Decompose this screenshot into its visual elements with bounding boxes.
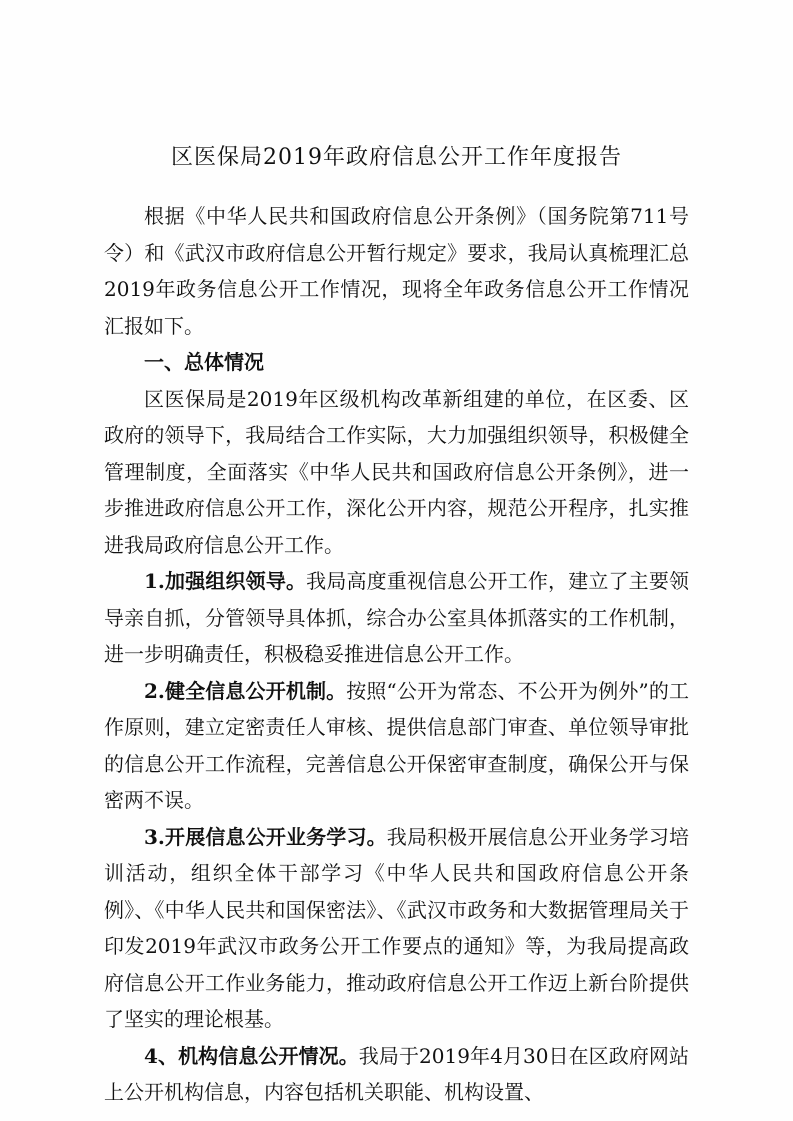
- item-paragraph-1: [104, 563, 689, 673]
- item-paragraph-2: [104, 673, 689, 819]
- item-text-3: 我局积极开展信息公开业务学习培训活动，组织全体干部学习《中华人民共和国政府信息公开条例》、《中华人民共和国保密法》、《武汉市政务和大数据管理局关于印发2019年武汉市政务公开工作要点的通知》等，为我局提高政府信息公开工作业务能力，推动政府信息公开工作迈上新台阶提供了坚实的理论根基。: [104, 824, 689, 1031]
- document-title: 区医保局2019年政府信息公开工作年度报告: [171, 145, 622, 170]
- item-lead-3: 3.开展信息公开业务学习。: [144, 824, 387, 849]
- overview-paragraph: 区医保局是2019年区级机构改革新组建的单位，在区委、区政府的领导下，我局结合工作实际，大力加强组织领导，积极健全管理制度，全面落实《中华人民共和国政府信息公开条例》，进一步推进政府信息公开工作，深化公开内容，规范公开程序，扎实推进我局政府信息公开工作。: [104, 386, 689, 557]
- item-text-1: 我局高度重视信息公开工作，建立了主要领导亲自抓，分管领导具体抓，综合办公室具体抓落实的工作机制，进一步明确责任，积极稳妥推进信息公开工作。: [104, 569, 690, 666]
- item-text-2: 按照“公开为常态、不公开为例外”的工作原则，建立定密责任人审核、提供信息部门审查、单位领导审批的信息公开工作流程，完善信息公开保密审查制度，确保公开与保密两不误。: [104, 678, 689, 812]
- item-lead-4: 4、机构信息公开情况。: [144, 1043, 359, 1068]
- section-heading-overview: 一、总体情况: [144, 350, 264, 374]
- item-paragraph-3: [104, 819, 689, 1038]
- item-lead-1: 1.加强组织领导。: [144, 569, 307, 593]
- item-text-4: 我局于2019年4月30日在区政府网站上公开机构信息，内容包括机关职能、机构设置、: [104, 1043, 689, 1104]
- intro-paragraph: 根据《中华人民共和国政府信息公开条例》（国务院第711号令）和《武汉市政府信息公开暂行规定》要求，我局认真梳理汇总2019年政务信息公开工作情况，现将全年政务信息公开工作情况汇报如下。: [104, 204, 689, 338]
- item-paragraph-4: [104, 1038, 689, 1111]
- document-body: [104, 198, 689, 1111]
- item-lead-2: 2.健全信息公开机制。: [144, 678, 347, 703]
